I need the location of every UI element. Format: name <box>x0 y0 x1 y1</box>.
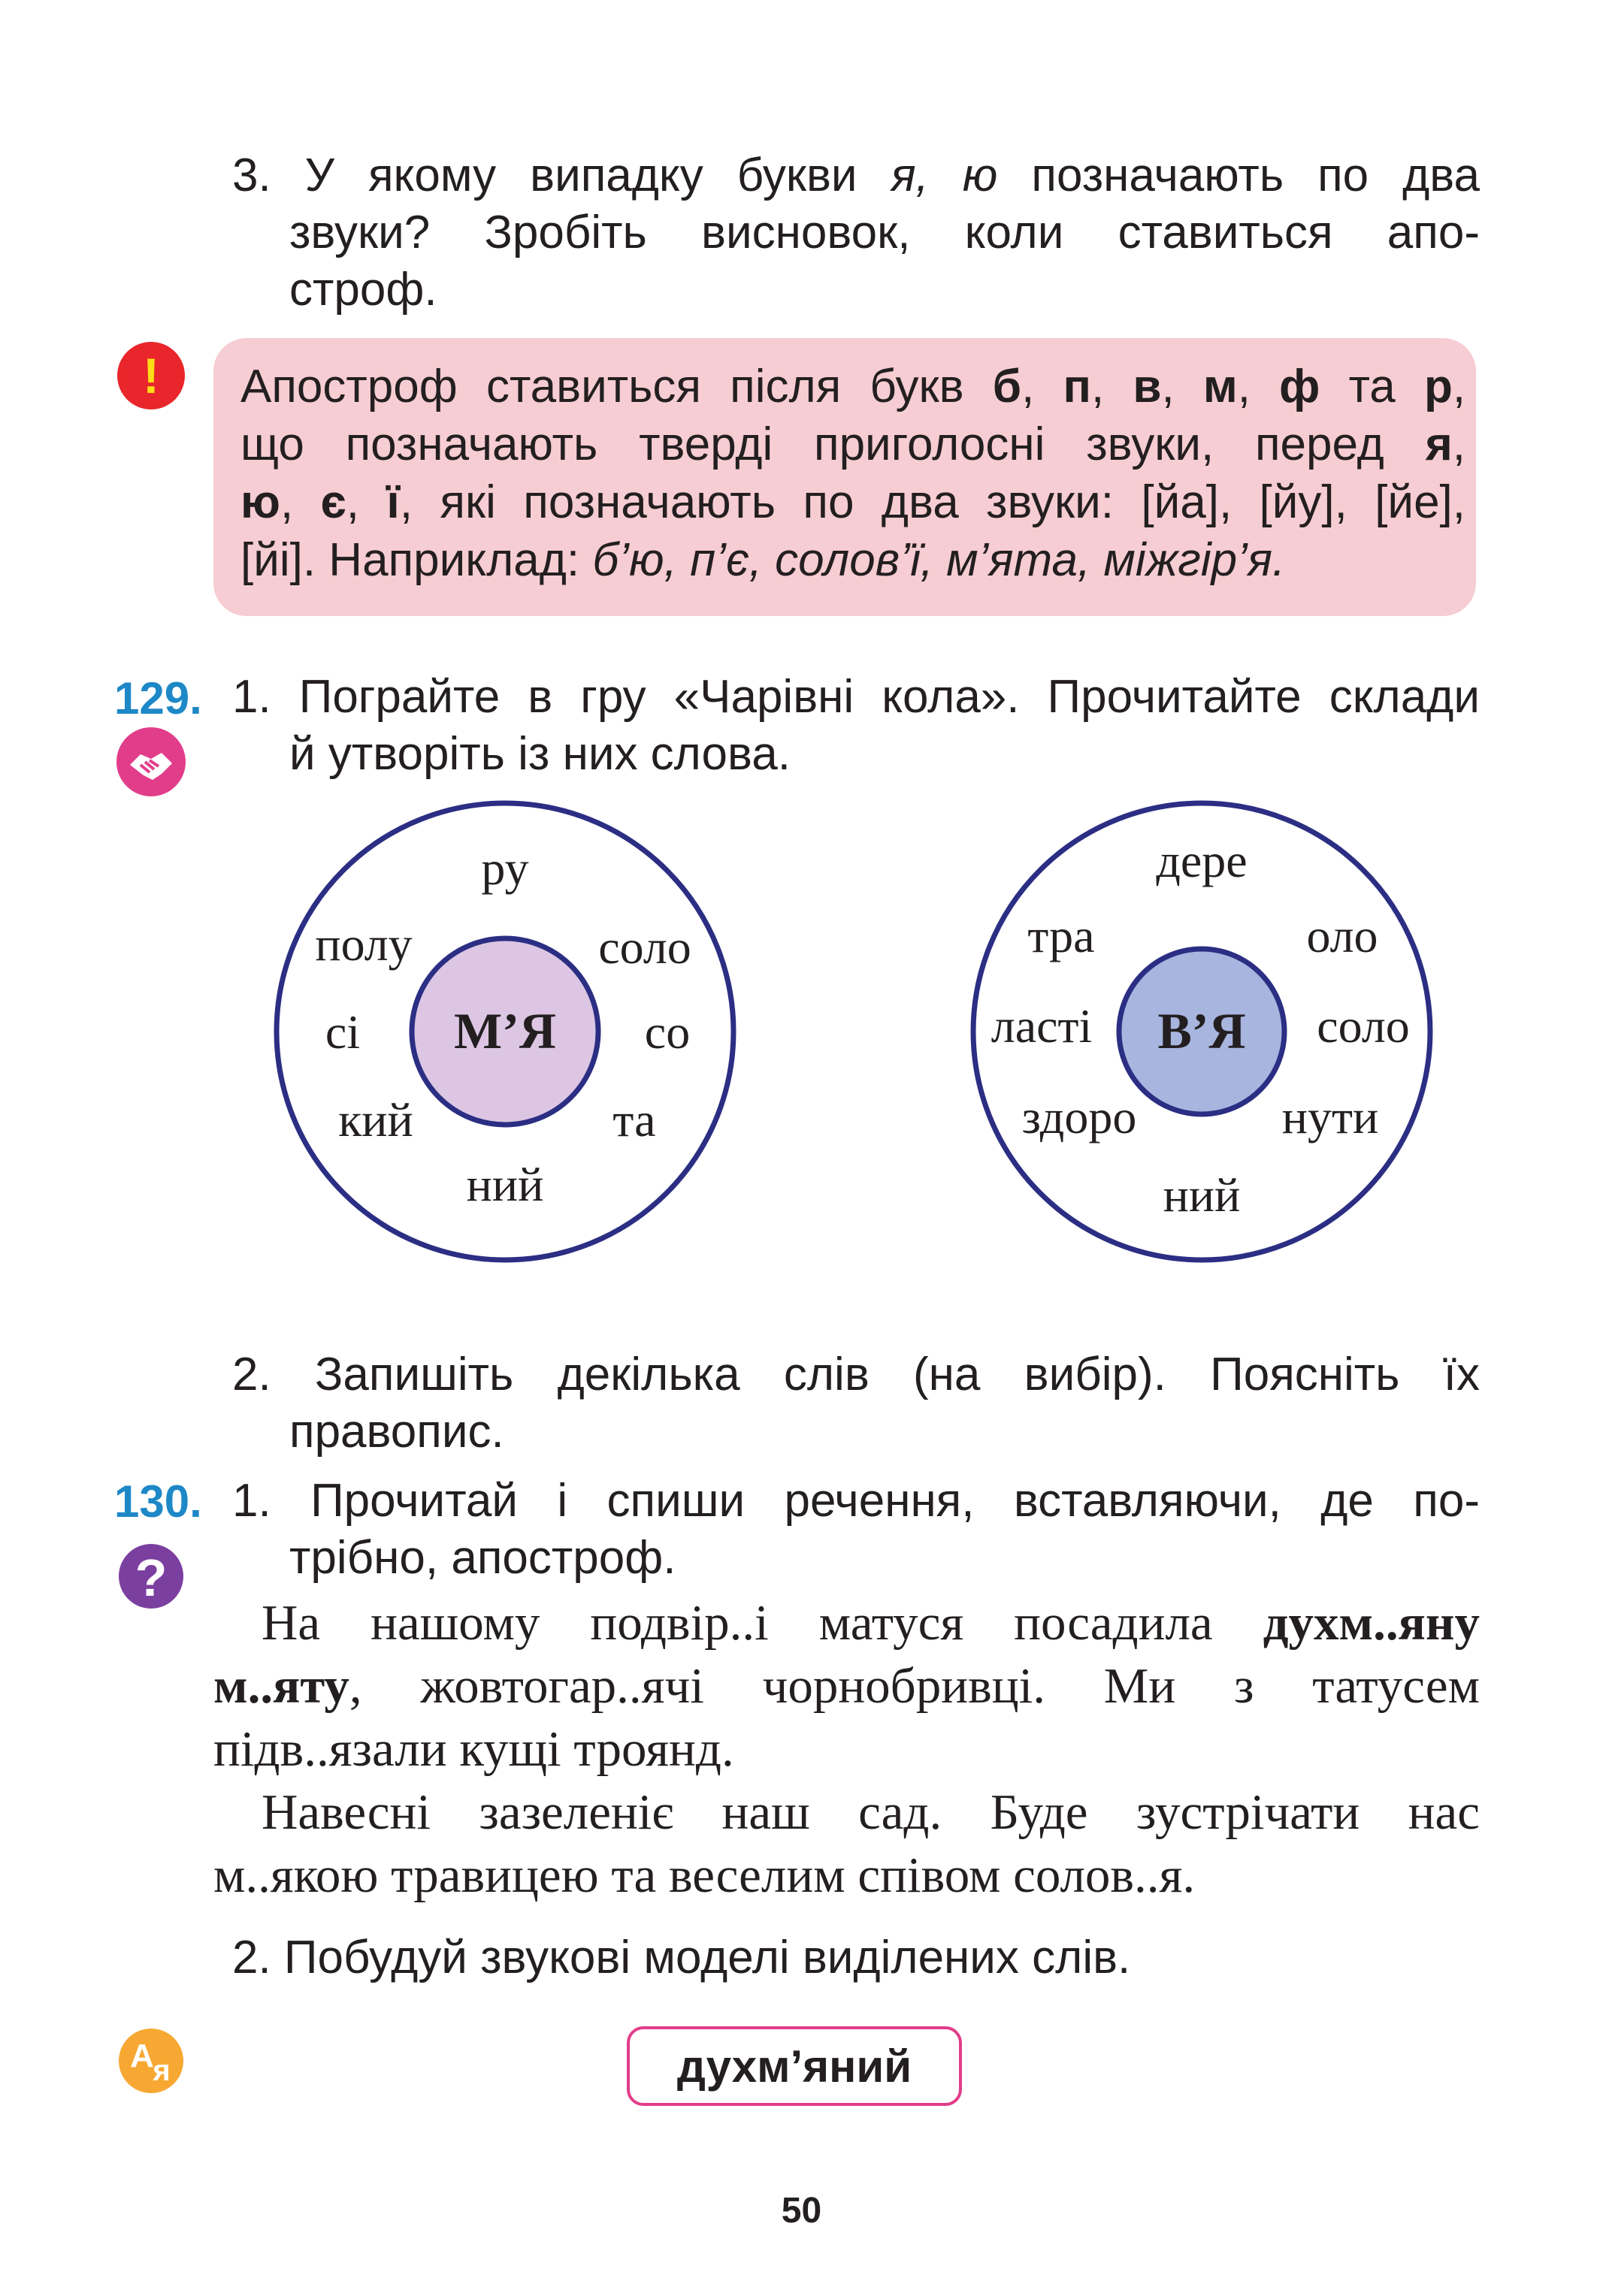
exercise-129-number: 129. <box>114 673 202 724</box>
exercise-130-number: 130. <box>114 1476 202 1527</box>
syllable-2-1: дере <box>1156 834 1248 887</box>
syllable-1-5: со <box>644 1005 691 1059</box>
magic-circle-1 <box>277 803 733 1260</box>
syllable-2-2: тра <box>1027 909 1095 962</box>
magic-circles <box>263 789 1450 1277</box>
exercise-130-text <box>213 1591 1480 1907</box>
paragraph-1-line-3: підв..язали кущі троянд. <box>213 1721 734 1777</box>
rule-line-2: що позначають тверді приголосні звуки, перед я, <box>240 418 1465 470</box>
syllable-1-2: полу <box>315 917 413 971</box>
exercise-130-task-1-line-2: трібно, апостроф. <box>289 1532 676 1584</box>
letter-ya: я <box>153 2054 171 2087</box>
syllable-1-4: сі <box>325 1005 361 1059</box>
center-label-1: М’Я <box>454 1002 556 1059</box>
question-3 <box>232 147 1480 319</box>
letter-a: А <box>130 2038 154 2074</box>
question-icon <box>116 1542 186 1611</box>
magic-circle-2 <box>973 803 1430 1260</box>
question-3-line-2: звуки? Зробіть висновок, коли ставиться апо- <box>289 207 1480 258</box>
syllable-1-8: ний <box>466 1158 544 1211</box>
paragraph-1-line-1: На нашому подвір..і матуся посадила духм..яну <box>262 1595 1480 1651</box>
page-number: 50 <box>781 2191 822 2231</box>
syllable-2-7: нути <box>1281 1090 1379 1143</box>
syllable-2-5: соло <box>1317 999 1410 1053</box>
letters-glyph <box>116 2026 186 2095</box>
sound-model-word-box <box>627 2026 962 2106</box>
rule-line-4: [йі]. Наприклад: б’ю, п’є, солов’ї, м’ята, міжгір’я. <box>240 534 1286 586</box>
syllable-1-6: кий <box>338 1093 413 1146</box>
exclamation-mark: ! <box>143 348 159 403</box>
rule-line-1: Апостроф ставиться після букв б, п, в, м, ф та р, <box>240 361 1466 412</box>
exercise-129-task-1-line-2: й утворіть із них слова. <box>289 728 791 780</box>
syllable-1-1: ру <box>481 841 529 895</box>
syllable-2-8: ний <box>1163 1168 1241 1222</box>
syllable-2-4: ласті <box>991 999 1093 1053</box>
exercise-129-task-2 <box>232 1346 1480 1461</box>
syllable-1-3: соло <box>598 920 691 974</box>
question-glyph <box>116 1542 186 1611</box>
question-3-line-3: строф. <box>289 264 437 316</box>
sound-model-word: духм’яний <box>676 2041 912 2092</box>
handshake-glyph <box>116 727 186 796</box>
exercise-129-task-1 <box>232 669 1480 783</box>
exercise-130-task-2: 2. Побудуй звукові моделі виділених слів. <box>232 1932 1131 1983</box>
syllable-1-7: та <box>612 1093 656 1146</box>
paragraph-1-line-2: м..яту, жовтогар..ячі чорнобривці. Ми з татусем <box>213 1658 1480 1714</box>
exercise-129-task-2-line-1: 2. Запишіть декілька слів (на вибір). Поясніть їх <box>232 1349 1480 1400</box>
rule-line-3: ю, є, ї, які позначають по два звуки: [йа], [йу], [йе], <box>240 476 1465 528</box>
center-label-2: В’Я <box>1157 1002 1246 1059</box>
paragraph-2-line-2: м..якою травицею та веселим співом солов..я. <box>213 1847 1196 1903</box>
syllable-2-3: оло <box>1306 909 1378 962</box>
exercise-129-task-2-line-2: правопис. <box>289 1406 504 1458</box>
rule-text <box>240 358 1465 589</box>
exclamation-icon <box>117 342 185 409</box>
exercise-130-task-1-line-1: 1. Прочитай і спиши речення, вставляючи, де по- <box>232 1475 1480 1527</box>
exclamation-glyph <box>117 342 185 409</box>
syllable-2-6: здоро <box>1021 1090 1137 1143</box>
letters-icon <box>116 2026 186 2095</box>
question-mark: ? <box>135 1548 168 1607</box>
exercise-130-task-1 <box>232 1473 1480 1587</box>
exercise-129-task-1-line-1: 1. Пограйте в гру «Чарівні кола». Прочитайте склади <box>232 671 1480 723</box>
paragraph-2-line-1: Навесні зазеленіє наш сад. Буде зустрічати нас <box>262 1784 1480 1840</box>
handshake-icon <box>116 727 186 796</box>
question-3-line-1: 3. У якому випадку букви я, ю позначають по два <box>232 150 1480 201</box>
